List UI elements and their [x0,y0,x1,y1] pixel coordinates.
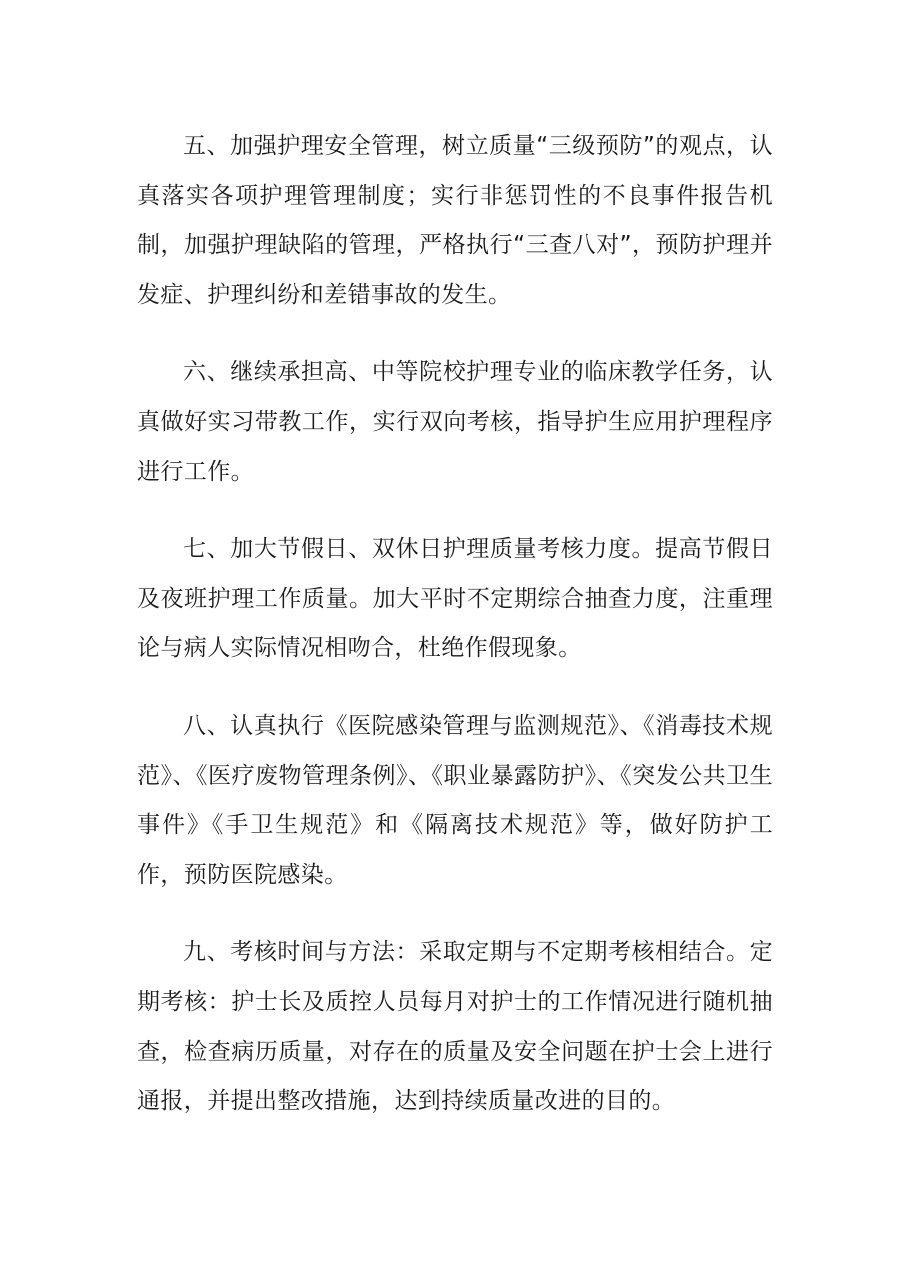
paragraph-6: 六、继续承担高、中等院校护理专业的临床教学任务，认真做好实习带教工作，实行双向考核，指导护生应用护理程序进行工作。 [137,359,773,485]
paragraph-8: 八、认真执行《医院感染管理与监测规范》、《消毒技术规范》、《医疗废物管理条例》、《职业暴露防护》、《突发公共卫生事件》《手卫生规范》和《隔离技术规范》等，做好防护工作，预防医院感染。 [137,712,773,888]
paragraph-5: 五、加强护理安全管理，树立质量“三级预防”的观点，认真落实各项护理管理制度；实行非惩罚性的不良事件报告机制，加强护理缺陷的管理，严格执行“三查八对”，预防护理并发症、护理纠纷和差错事故的发生。 [137,133,773,308]
paragraph-9: 九、考核时间与方法：采取定期与不定期考核相结合。定期考核：护士长及质控人员每月对护士的工作情况进行随机抽查，检查病历质量，对存在的质量及安全问题在护士会上进行通报，并提出整改措施，达到持续质量改进的目的。 [137,939,773,1115]
paragraph-7: 七、加大节假日、双休日护理质量考核力度。提高节假日及夜班护理工作质量。加大平时不定期综合抽查力度，注重理论与病人实际情况相吻合，杜绝作假现象。 [137,536,773,662]
document-body [137,122,773,1155]
